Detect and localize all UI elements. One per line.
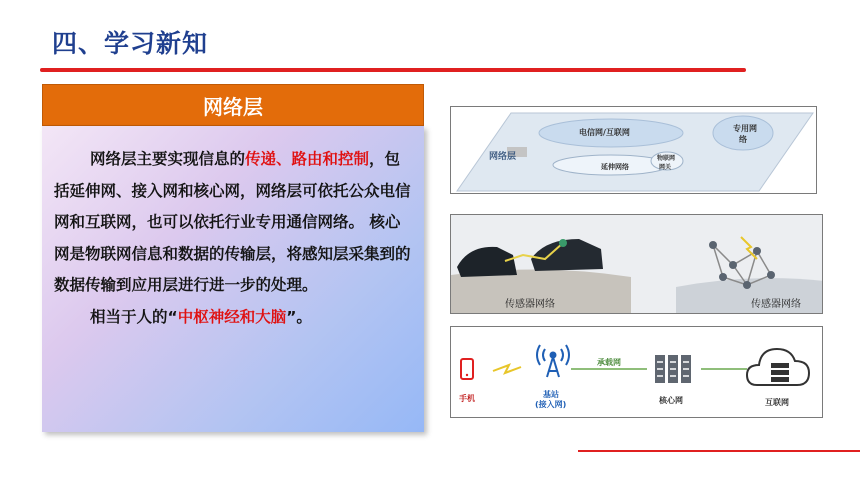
paragraph-2 xyxy=(54,302,414,334)
base-station-icon xyxy=(537,345,569,377)
bearer-net-label: 承载网 xyxy=(597,358,621,367)
internet-server-icon xyxy=(771,363,789,382)
gateway-label-2: 网关 xyxy=(659,164,672,171)
access-net-label: (接入网) xyxy=(535,400,567,409)
network-layer-header-text: 网络层 xyxy=(203,94,263,119)
description-box xyxy=(42,126,424,432)
sensor-net-left-label: 传感器网络 xyxy=(505,299,555,310)
paragraph-1-intro: 网络层主要实现信息的 xyxy=(90,150,246,168)
paragraph-2-end: ”。 xyxy=(286,307,312,326)
telecom-net-label: 电信网/互联网 xyxy=(579,128,630,137)
core-net-label: 核心网 xyxy=(659,396,683,405)
base-station-label: 基站 xyxy=(543,390,559,399)
network-layer-diagram xyxy=(450,106,817,194)
paragraph-2-intro: 相当于人的“ xyxy=(90,307,178,326)
sensor-net-right-label: 传感器网络 xyxy=(751,299,801,310)
private-net-label-2: 络 xyxy=(739,135,747,144)
network-chain-diagram xyxy=(450,326,823,418)
bottom-accent-line xyxy=(578,450,860,452)
private-net-label-1: 专用网 xyxy=(733,124,757,133)
highlight-functions: 传递、路由和控制 xyxy=(245,150,370,168)
internet-label: 互联网 xyxy=(765,398,789,407)
sensor-network-photo xyxy=(450,214,823,314)
extension-net-label: 延伸网络 xyxy=(601,163,629,171)
gateway-label-1: 物联网 xyxy=(657,155,676,162)
paragraph-1 xyxy=(54,144,414,302)
paragraph-1-body: ，包括延伸网、接入网和核心网，网络层可依托公众电信网和互联网，也可以依托行业专用通信网络。 核心网是物联网信息和数据的传输层，将感知层采集到的数据传输到应用层进行进一步的处理。 xyxy=(54,150,411,294)
network-layer-header xyxy=(42,84,424,126)
layer-label: 网络层 xyxy=(489,152,517,162)
phone-label: 手机 xyxy=(459,394,475,403)
highlight-analogy: 中枢神经和大脑 xyxy=(177,307,287,326)
title-underline xyxy=(40,68,746,72)
wireless-link-icon xyxy=(493,365,521,373)
slide-title: 四、学习新知 xyxy=(52,29,209,58)
